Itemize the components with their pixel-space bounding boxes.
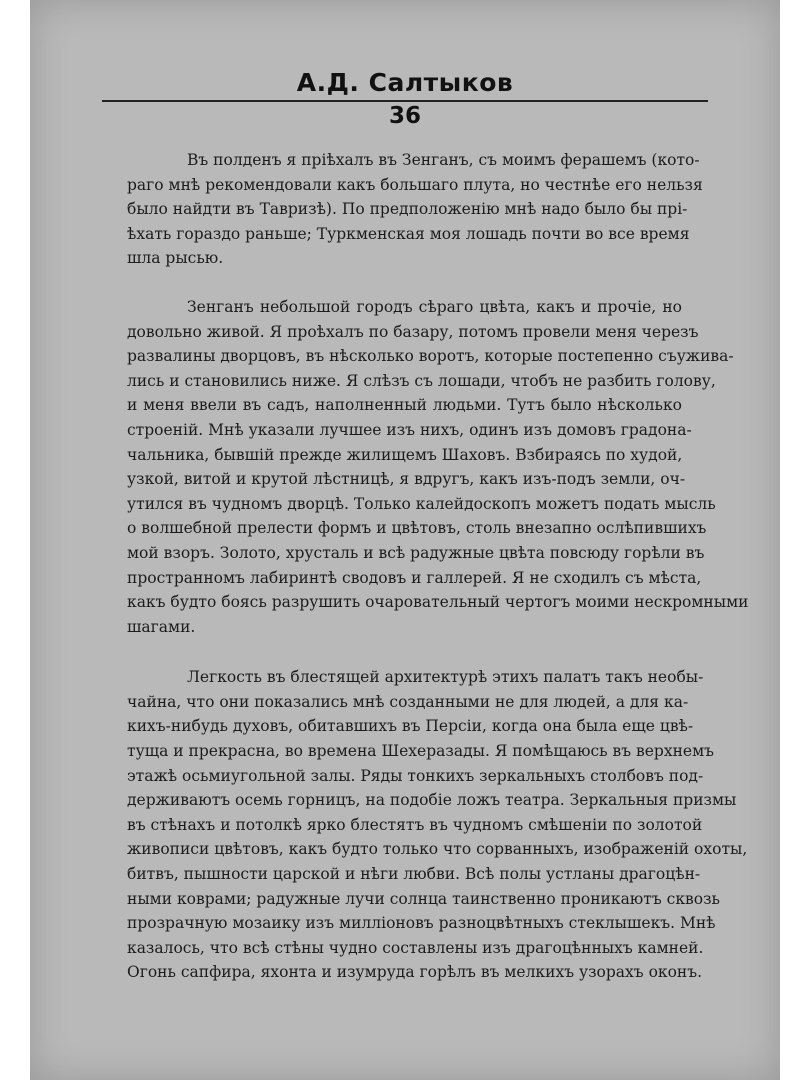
- text-line: живописи цвѣтовъ, какъ будто только что сорванныхъ, изображеній охоты,: [127, 840, 748, 859]
- paragraph-gap: [127, 639, 682, 665]
- text-line: въ стѣнахъ и потолкѣ ярко блестятъ въ чудномъ смѣшеніи по золотой: [127, 815, 703, 834]
- text-line: мой взоръ. Золото, хрусталь и всѣ радужные цвѣта повсюду горѣли въ: [127, 543, 705, 562]
- paragraph-2: [127, 295, 749, 639]
- text-line: чальника, бывшій прежде жилищемъ Шаховъ. Взбираясь по худой,: [127, 445, 683, 464]
- text-line: строеній. Мнѣ указали лучшее изъ нихъ, одинъ изъ домовъ градона-: [127, 420, 692, 439]
- text-line: Легкость въ блестящей архитектурѣ этихъ палатъ такъ необы-: [187, 668, 704, 687]
- text-line: чайна, что они показались мнѣ созданными не для людей, а для ка-: [127, 692, 689, 711]
- text-line: раго мнѣ рекомендовали какъ большаго плута, но честнѣе его нельзя: [127, 175, 703, 194]
- paragraph-gap: [127, 271, 682, 295]
- text-line: туща и прекрасна, во времена Шехеразады. Я помѣщаюсь въ верхнемъ: [127, 742, 715, 761]
- text-line: утился въ чудномъ дворцѣ. Только калейдоскопъ можетъ подать мысль: [127, 494, 716, 513]
- text-line: и меня ввели въ садъ, наполненный людьми. Тутъ было нѣсколько: [127, 396, 682, 415]
- text-line: прозрачную мозаику изъ милліоновъ разноцвѣтныхъ стеклышекъ. Мнѣ: [127, 914, 716, 933]
- text-line: шагами.: [127, 617, 196, 636]
- text-line: казалось, что всѣ стѣны чудно составлены изъ драгоцѣнныхъ камней.: [127, 938, 704, 957]
- header-rule: [102, 100, 708, 102]
- text-line: пространномъ лабиринтѣ сводовъ и галлерей. Я не сходилъ съ мѣста,: [127, 568, 702, 587]
- paragraph-1: [127, 148, 703, 271]
- body-text: [127, 148, 749, 985]
- text-line: узкой, витой и крутой лѣстницѣ, я вдругъ, какъ изъ-подъ земли, оч-: [127, 470, 686, 489]
- text-line: держиваютъ осемь горницъ, на подобіе ложъ театра. Зеркальныя призмы: [127, 791, 737, 810]
- text-line: битвъ, пышности царской и нѣги любви. Всѣ полы устланы драгоцѣн-: [127, 865, 701, 884]
- text-line: ѣхать гораздо раньше; Туркменская моя лошадь почти во все время: [127, 224, 690, 243]
- text-line: шла рысью.: [127, 249, 224, 268]
- text-line: кихъ-нибудь духовъ, обитавшихъ въ Персіи, когда она была еще цвѣ-: [127, 717, 694, 736]
- text-line: лись и становились ниже. Я слѣзъ съ лошади, чтобъ не разбить голову,: [127, 371, 716, 390]
- page-number: 36: [388, 103, 421, 129]
- text-line: Огонь сапфира, яхонта и изумруда горѣлъ въ мелкихъ узорахъ оконъ.: [127, 963, 703, 982]
- running-header-author: А.Д. Салтыков: [296, 68, 514, 97]
- paragraph-3: [127, 665, 748, 985]
- text-line: этажѣ осьмиугольной залы. Ряды тонкихъ зеркальныхъ столбовъ под-: [127, 766, 704, 785]
- text-line: Въ полденъ я пріѣхалъ въ Зенганъ, съ моимъ ферашемъ (кото-: [187, 151, 700, 169]
- text-line: Зенганъ небольшой городъ сѣраго цвѣта, какъ и прочіе, но: [187, 297, 682, 316]
- text-line: было найдти въ Тавризѣ). По предположенію мнѣ надо было бы прі-: [127, 200, 688, 219]
- text-line: развалины дворцовъ, въ нѣсколько воротъ, которые постепенно съужива-: [127, 347, 734, 366]
- text-line: о волшебной прелести формъ и цвѣтовъ, столь внезапно ослѣпившихъ: [127, 519, 707, 538]
- text-line: ными коврами; радужные лучи солнца таинственно проникаютъ сквозь: [127, 889, 720, 908]
- text-line: какъ будто боясь разрушить очаровательный чертогъ моими нескромными: [127, 593, 749, 612]
- text-line: довольно живой. Я проѣхалъ по базару, потомъ провели меня черезъ: [127, 322, 699, 341]
